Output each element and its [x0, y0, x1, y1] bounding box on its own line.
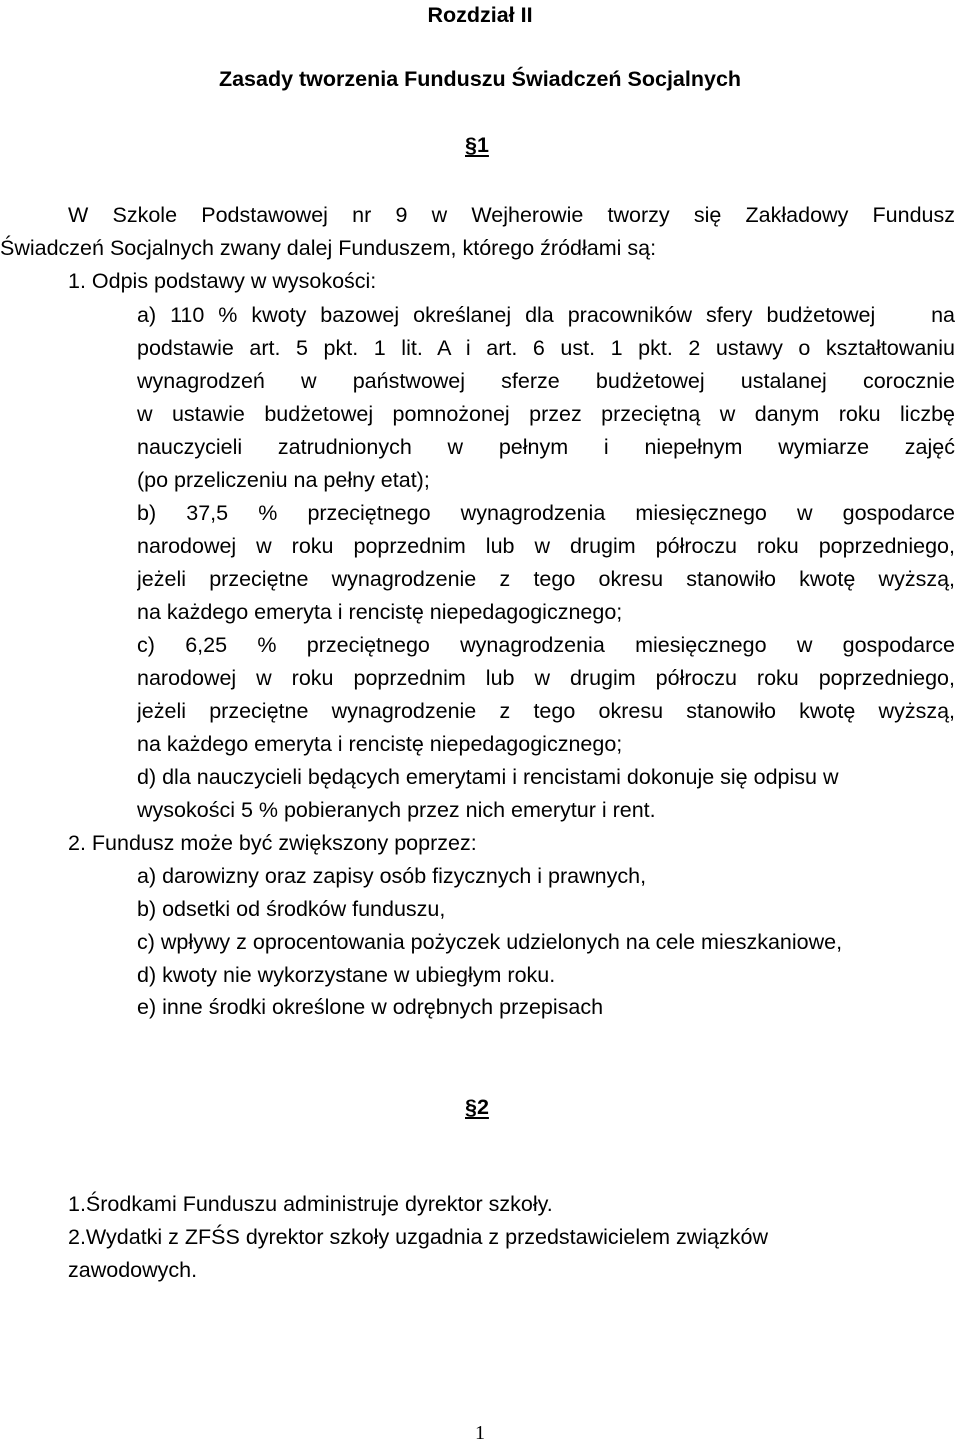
item-1c-line: jeżeli przeciętne wynagrodzenie z tego okresu stanowiło kwotę wyższą, — [137, 699, 955, 723]
section-2-line: zawodowych. — [68, 1258, 198, 1282]
section-2-line: 1.Środkami Funduszu administruje dyrektor szkoły. — [68, 1192, 553, 1216]
section-1-mark: §1 — [465, 133, 489, 157]
section-2-line: 2.Wydatki z ZFŚS dyrektor szkoły uzgadnia z przedstawicielem związków — [68, 1225, 768, 1249]
item-1-heading: 1. Odpis podstawy w wysokości: — [68, 269, 377, 293]
item-2-point: d) kwoty nie wykorzystane w ubiegłym roku. — [137, 963, 556, 987]
item-1b-line: na każdego emeryta i rencistę niepedagogicznego; — [137, 600, 623, 624]
item-2-heading: 2. Fundusz może być zwiększony poprzez: — [68, 831, 477, 855]
section-2-mark: §2 — [465, 1095, 489, 1119]
intro-line: W Szkole Podstawowej nr 9 w Wejherowie tworzy się Zakładowy Fundusz — [68, 203, 955, 227]
item-2-point: c) wpływy z oprocentowania pożyczek udzielonych na cele mieszkaniowe, — [137, 930, 843, 954]
item-1a-line: a) 110 % kwoty bazowej określanej dla pracowników sfery budżetowej na — [137, 303, 955, 327]
item-1a-line: (po przeliczeniu na pełny etat); — [137, 468, 430, 492]
item-2-point: b) odsetki od środków funduszu, — [137, 897, 446, 921]
item-1a-line: wynagrodzeń w państwowej sferze budżetowej ustalanej corocznie — [137, 369, 955, 393]
item-1d-line: d) dla nauczycieli będących emerytami i rencistami dokonuje się odpisu w — [137, 765, 839, 789]
chapter-subtitle: Zasady tworzenia Funduszu Świadczeń Socjalnych — [218, 67, 742, 91]
item-1c-line: narodowej w roku poprzednim lub w drugim półroczu roku poprzedniego, — [137, 666, 955, 690]
item-1b-line: b) 37,5 % przeciętnego wynagrodzenia miesięcznego w gospodarce — [137, 501, 955, 525]
item-1a-line: w ustawie budżetowej pomnożonej przez przeciętną w danym roku liczbę — [137, 402, 955, 426]
item-1a-line: podstawie art. 5 pkt. 1 lit. A i art. 6 ust. 1 pkt. 2 ustawy o kształtowaniu — [137, 336, 955, 360]
item-1b-line: jeżeli przeciętne wynagrodzenie z tego okresu stanowiło kwotę wyższą, — [137, 567, 955, 591]
intro-line: Świadczeń Socjalnych zwany dalej Funduszem, którego źródłami są: — [0, 236, 657, 260]
chapter-title: Rozdział II — [427, 3, 533, 27]
page-number: 1 — [475, 1422, 485, 1444]
item-1b-line: narodowej w roku poprzednim lub w drugim półroczu roku poprzedniego, — [137, 534, 955, 558]
item-1c-line: c) 6,25 % przeciętnego wynagrodzenia miesięcznego w gospodarce — [137, 633, 955, 657]
item-2-point: e) inne środki określone w odrębnych przepisach — [137, 995, 604, 1019]
item-2-point: a) darowizny oraz zapisy osób fizycznych i prawnych, — [137, 864, 647, 888]
item-1d-line: wysokości 5 % pobieranych przez nich emerytur i rent. — [137, 798, 656, 822]
item-1c-line: na każdego emeryta i rencistę niepedagogicznego; — [137, 732, 623, 756]
item-1a-line: nauczycieli zatrudnionych w pełnym i niepełnym wymiarze zajęć — [137, 435, 955, 459]
